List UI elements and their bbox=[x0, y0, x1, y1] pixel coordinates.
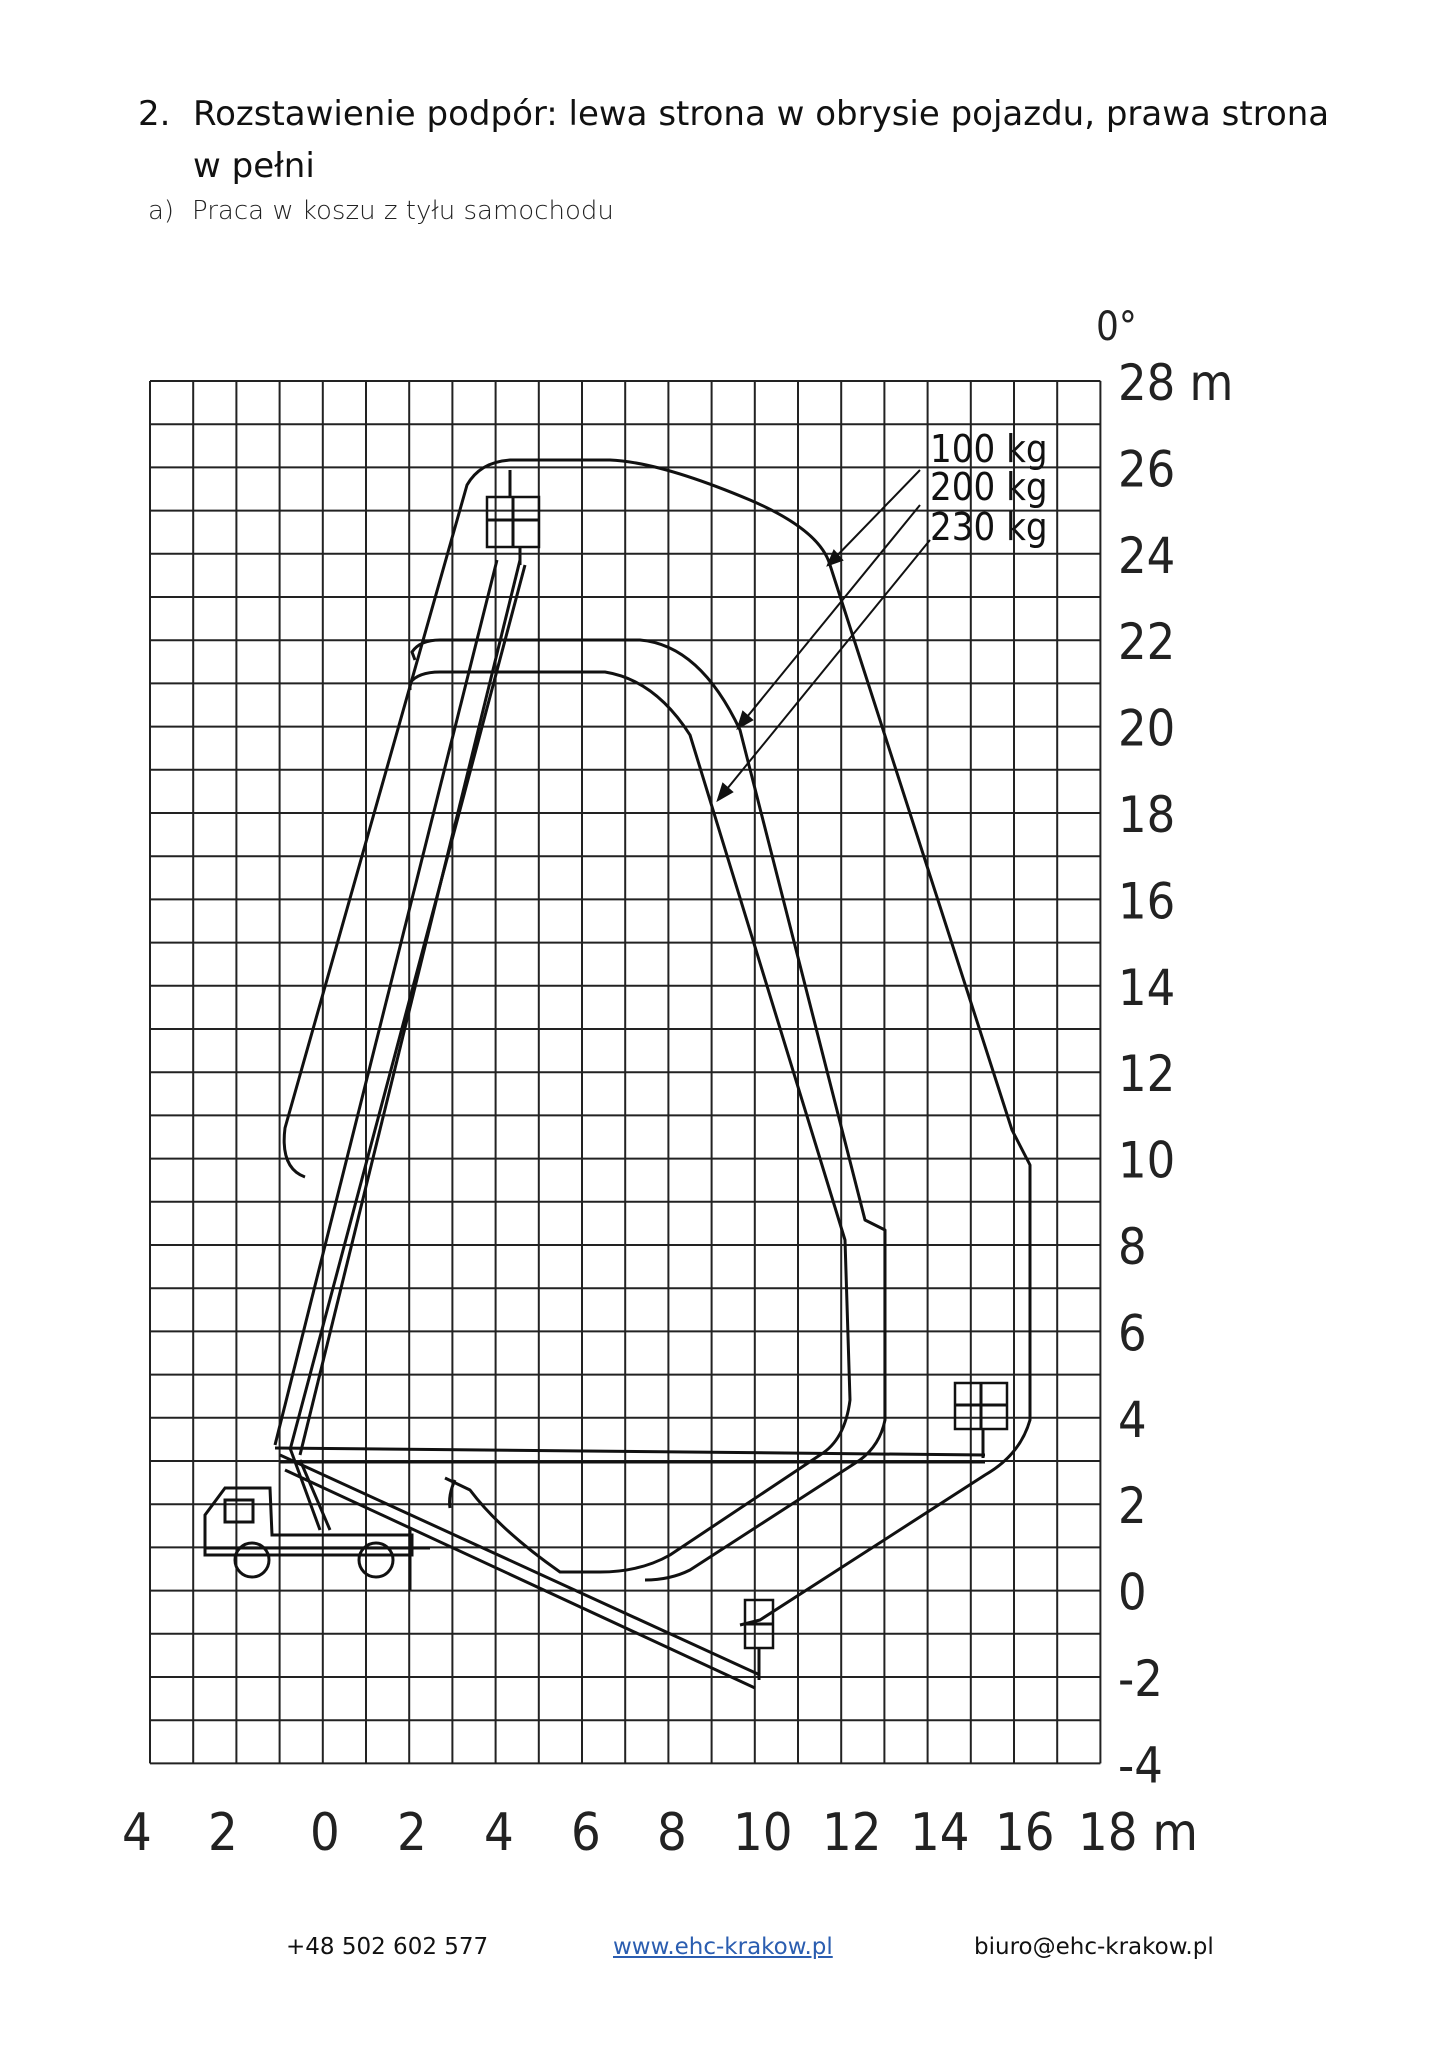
footer-email: biuro@ehc-krakow.pl bbox=[974, 1934, 1214, 1960]
x-axis-labels bbox=[122, 1803, 1198, 1863]
y-axis-tick: -4 bbox=[1118, 1736, 1163, 1795]
load-label-box bbox=[930, 427, 1048, 549]
x-axis-tick: 12 bbox=[822, 1803, 882, 1863]
x-axis-tick: 14 bbox=[910, 1803, 970, 1863]
y-axis-tick: 26 bbox=[1118, 440, 1176, 499]
y-axis-labels bbox=[1118, 354, 1233, 1794]
y-axis-tick: 28 m bbox=[1118, 354, 1234, 412]
y-axis-tick: 0 bbox=[1118, 1563, 1147, 1622]
section-number: 2. bbox=[138, 94, 171, 134]
y-axis-tick: -2 bbox=[1118, 1650, 1163, 1708]
y-axis-tick: 12 bbox=[1118, 1045, 1176, 1104]
y-axis-tick: 4 bbox=[1118, 1390, 1147, 1449]
y-axis-tick: 16 bbox=[1118, 872, 1176, 931]
load-arrows bbox=[718, 470, 930, 800]
x-axis-tick: 4 bbox=[122, 1803, 152, 1863]
x-axis-tick: 8 bbox=[657, 1803, 687, 1863]
section-title: Rozstawienie podpór: lewa strona w obrysie pojazdu, prawa strona w pełni bbox=[193, 94, 1330, 186]
load-label-100: 100 kg bbox=[930, 427, 1048, 471]
boom-vertical bbox=[275, 470, 539, 1455]
y-axis-tick: 20 bbox=[1118, 699, 1176, 758]
load-label-200: 200 kg bbox=[930, 465, 1048, 509]
y-axis-tick: 22 bbox=[1118, 613, 1176, 672]
x-axis-tick: 2 bbox=[397, 1803, 427, 1863]
x-axis-tick: 18 m bbox=[1078, 1803, 1198, 1863]
x-axis-tick: 0 bbox=[310, 1803, 340, 1863]
boom-down bbox=[280, 1455, 773, 1688]
load-label-230: 230 kg bbox=[930, 505, 1048, 549]
footer-website-link[interactable]: www.ehc-krakow.pl bbox=[613, 1934, 833, 1960]
truck bbox=[205, 1448, 430, 1590]
y-axis-tick: 24 bbox=[1118, 526, 1176, 585]
envelope-200kg bbox=[412, 640, 885, 1580]
y-axis-tick: 14 bbox=[1118, 958, 1176, 1017]
y-axis-tick: 6 bbox=[1118, 1304, 1147, 1363]
x-axis-tick: 16 bbox=[995, 1803, 1055, 1863]
y-axis-tick: 18 bbox=[1118, 786, 1176, 844]
angle-label: 0° bbox=[1096, 304, 1137, 350]
x-axis-tick: 2 bbox=[208, 1803, 238, 1863]
footer-phone: +48 502 602 577 bbox=[286, 1934, 489, 1960]
subsection-label: a) bbox=[148, 196, 175, 226]
y-axis-tick: 8 bbox=[1118, 1218, 1147, 1276]
boom-horizontal bbox=[275, 1383, 1007, 1462]
x-axis-tick: 4 bbox=[484, 1803, 514, 1863]
x-axis-tick: 10 bbox=[733, 1803, 793, 1863]
envelope-230kg bbox=[410, 672, 850, 1572]
y-axis-tick: 2 bbox=[1118, 1477, 1147, 1536]
subsection-title: Praca w koszu z tyłu samochodu bbox=[192, 196, 614, 226]
x-axis-tick: 6 bbox=[571, 1803, 601, 1863]
y-axis-tick: 10 bbox=[1118, 1131, 1176, 1190]
